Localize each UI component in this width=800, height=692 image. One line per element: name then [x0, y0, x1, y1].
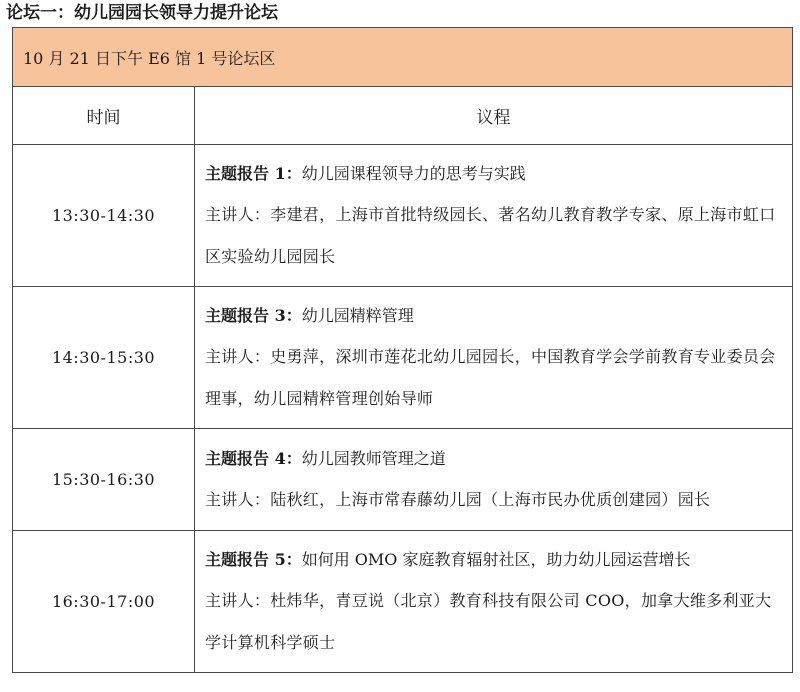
session-row — [13, 28, 793, 87]
agenda-cell — [195, 531, 793, 673]
agenda-cell — [195, 429, 793, 531]
report-title: 幼儿园精粹管理 — [301, 305, 414, 325]
time-cell: 16:30-17:00 — [13, 531, 195, 673]
table-row — [13, 531, 793, 673]
table-row — [13, 287, 793, 429]
forum-title: 论坛一：幼儿园园长领导力提升论坛 — [6, 3, 278, 23]
report-label: 主题报告 5： — [205, 549, 302, 569]
report-title: 如何用 OMO 家庭教育辐射社区，助力幼儿园运营增长 — [301, 549, 691, 569]
speaker-info: 主讲人：史勇萍，深圳市莲花北幼儿园园长，中国教育学会学前教育专业委员会理事，幼儿园精粹管理创始导师 — [205, 346, 776, 408]
report-title: 幼儿园课程领导力的思考与实践 — [301, 163, 526, 183]
speaker-info: 主讲人：杜炜华，青豆说（北京）教育科技有限公司 COO，加拿大维多利亚大学计算机科学硕士 — [205, 590, 772, 652]
report-title: 幼儿园教师管理之道 — [301, 448, 446, 468]
agenda-cell — [195, 145, 793, 287]
agenda-header: 议程 — [195, 87, 793, 145]
report-label: 主题报告 4： — [205, 448, 302, 468]
table-row — [13, 145, 793, 287]
time-header: 时间 — [13, 87, 195, 145]
speaker-info: 主讲人：李建君，上海市首批特级园长、著名幼儿教育教学专家、原上海市虹口区实验幼儿园园长 — [205, 204, 776, 266]
agenda-cell — [195, 287, 793, 429]
time-cell: 15:30-16:30 — [13, 429, 195, 531]
time-cell: 14:30-15:30 — [13, 287, 195, 429]
time-cell: 13:30-14:30 — [13, 145, 195, 287]
session-info: 10 月 21 日下午 E6 馆 1 号论坛区 — [13, 28, 793, 87]
report-label: 主题报告 1： — [205, 163, 302, 183]
report-label: 主题报告 3： — [205, 305, 302, 325]
agenda-table — [12, 27, 793, 673]
header-row — [13, 87, 793, 145]
speaker-info: 主讲人：陆秋红，上海市常春藤幼儿园（上海市民办优质创建园）园长 — [205, 489, 711, 509]
table-row — [13, 429, 793, 531]
